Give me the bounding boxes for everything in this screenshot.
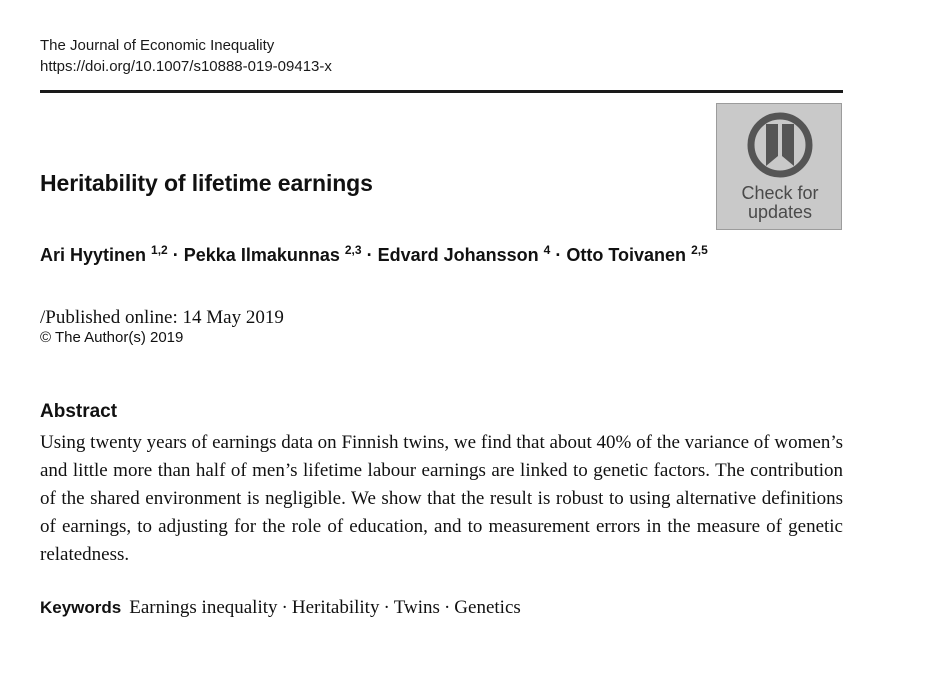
doi-link[interactable]: https://doi.org/10.1007/s10888-019-09413-x: [40, 58, 332, 75]
keyword-item: Twins: [393, 597, 440, 618]
published-date: /Published online: 14 May 2019: [40, 307, 284, 328]
journal-header: [40, 35, 332, 77]
keyword-item: Heritability: [291, 597, 380, 618]
keyword-item: Genetics: [454, 597, 521, 618]
check-for-updates-icon: [747, 112, 813, 178]
author-name[interactable]: Edvard Johansson: [377, 245, 539, 265]
keyword-item: Earnings inequality: [129, 597, 278, 618]
author-separator: ·: [555, 245, 562, 265]
keyword-separator: ·: [443, 597, 451, 618]
keyword-separator: ·: [383, 597, 390, 618]
badge-line-2: updates: [747, 202, 813, 222]
copyright-notice: © The Author(s) 2019: [40, 329, 184, 346]
keywords-line: [40, 597, 521, 619]
author-name[interactable]: Ari Hyytinen: [40, 245, 147, 265]
author-separator: ·: [366, 245, 373, 265]
journal-name: The Journal of Economic Inequality: [40, 37, 275, 54]
abstract-text: Using twenty years of earnings data on Finnish twins, we find that about 40% of the variance of women’s and little more than half of men’s lifetime labour earnings are linked to genetic factors. The contribution of the shared environment is negligible. We show that the result is robust to using alternative definitions of earnings, to adjusting for the role of education, and to measurement errors in the measure of genetic relatedness.: [40, 432, 843, 565]
author-affiliation: 2,3: [344, 243, 362, 257]
author-affiliation: 1,2: [151, 243, 168, 257]
article-title: Heritability of lifetime earnings: [40, 170, 373, 196]
keyword-separator: ·: [281, 597, 288, 618]
author-affiliation: 2,5: [691, 243, 708, 257]
author-list: [40, 243, 708, 266]
author-name[interactable]: Pekka Ilmakunnas: [183, 245, 340, 265]
author-separator: ·: [172, 245, 179, 265]
author-affiliation: 4: [543, 243, 551, 257]
header-rule: [40, 90, 843, 93]
keywords-label: Keywords: [40, 598, 122, 617]
author-name[interactable]: Otto Toivanen: [566, 245, 687, 265]
check-for-updates-badge[interactable]: [716, 103, 842, 230]
badge-line-1: Check for: [741, 183, 819, 203]
badge-text: [717, 184, 843, 222]
abstract-heading: Abstract: [40, 401, 118, 422]
